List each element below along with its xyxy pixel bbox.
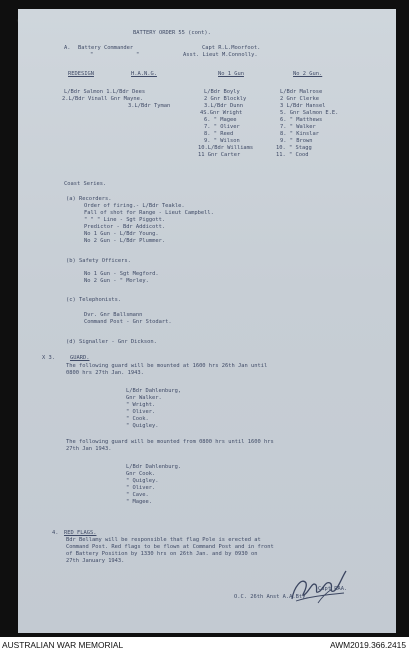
recorders-heading: (a) Recorders. bbox=[66, 196, 112, 202]
footer-accession-id: AWM2019.366.2415 bbox=[329, 640, 406, 650]
no2-gun-line: 3 L/Bdr Hansel bbox=[280, 103, 326, 109]
section-3-mark: X 3. bbox=[42, 355, 55, 361]
signature-unit: O.C. 26th Anst A.A.Bty. bbox=[234, 594, 309, 600]
guard-member: " Oliver. bbox=[126, 409, 156, 415]
guard-member: L/Bdr Dahlenburg, bbox=[126, 388, 182, 394]
no2-gun-line: 7. " Walker bbox=[280, 124, 316, 130]
no1-gun-line: 7. " Oliver bbox=[204, 124, 240, 130]
col-header-redesign: REDESIGN bbox=[68, 71, 94, 77]
col-header-no2: No 2 Gun. bbox=[293, 71, 323, 77]
recorders-line: No 2 Gun - L/Bdr Plummer. bbox=[84, 238, 166, 244]
recorders-line: " " " Line - Sgt Piggott. bbox=[84, 217, 166, 223]
no1-gun-line: 8. " Reed bbox=[204, 131, 234, 137]
telephonists-line: Command Post - Gnr Stodart. bbox=[84, 319, 172, 325]
no2-gun-line: 5. Gnr Salmon E.E. bbox=[280, 110, 339, 116]
asst-commander: Asst. Lieut M.Connolly. bbox=[183, 52, 258, 58]
guard-member: " Cave. bbox=[126, 492, 149, 498]
guard-member: Gnr Cook. bbox=[126, 471, 156, 477]
guard-member: " Quigley. bbox=[126, 423, 159, 429]
no2-gun-line: L/Bdr Malrose bbox=[280, 89, 323, 95]
battery-commander-name: Capt R.L.Moorfoot. bbox=[202, 45, 261, 51]
coast-series-heading: Coast Series. bbox=[64, 181, 107, 187]
safety-line: No 2 Gun - " Morley. bbox=[84, 278, 149, 284]
no2-gun-line: 9. " Brown bbox=[280, 138, 313, 144]
recorders-line: Fall of shot for Range - Lieut Campbell. bbox=[84, 210, 214, 216]
guard-member: " Wright. bbox=[126, 402, 156, 408]
no2-gun-line: 2 Gnr Clerke bbox=[280, 96, 319, 102]
guard-member: " Cook. bbox=[126, 416, 149, 422]
guard-member: " Quigley. bbox=[126, 478, 159, 484]
no1-gun-line: 6. " Magee bbox=[204, 117, 237, 123]
no1-gun-line: 4S.Gnr Wright bbox=[200, 110, 243, 116]
signaller-line: (d) Signaller - Gnr Dickson. bbox=[66, 339, 157, 345]
guard-member: " Oliver. bbox=[126, 485, 156, 491]
recorders-line: No 1 Gun - L/Bdr Young. bbox=[84, 231, 159, 237]
no2-gun-line: 6. " Matthews bbox=[280, 117, 323, 123]
safety-line: No 1 Gun - Sgt Megford. bbox=[84, 271, 159, 277]
recorders-line: Order of firing.- L/Bdr Teakle. bbox=[84, 203, 185, 209]
guard-text: 0800 hrs 27th Jan. 1943. bbox=[66, 370, 144, 376]
col-header-hang: H.A.N.G. bbox=[131, 71, 157, 77]
telephonists-line: Dvr. Gnr Ballsmann bbox=[84, 312, 143, 318]
red-flags-heading: RED FLAGS. bbox=[64, 530, 97, 536]
red-flags-text: of Battery Position by 1330 hrs on 26th Jan. and by 0930 on bbox=[66, 551, 258, 557]
no1-gun-line: 2 Gnr Blockly bbox=[204, 96, 247, 102]
no1-gun-line: 9. " Wilson bbox=[204, 138, 240, 144]
no2-gun-line: 11. " Cood bbox=[276, 152, 309, 158]
no2-gun-line: 10. " Stagg bbox=[276, 145, 312, 151]
no1-gun-line: L/Bdr Boyly bbox=[204, 89, 240, 95]
guard-text: The following guard will be mounted from 0800 hrs until 1600 hrs bbox=[66, 439, 274, 445]
red-flags-text: Bdr Bellamy will be responsible that flag Pole is erected at bbox=[66, 537, 261, 543]
recorders-line: Predictor - Bdr Addicott. bbox=[84, 224, 166, 230]
no1-gun-line: 3.L/Bdr Dunn bbox=[204, 103, 243, 109]
no1-gun-line: 10.L/Bdr Williams bbox=[198, 145, 254, 151]
section-a-label: A. bbox=[64, 45, 71, 51]
guard-text: The following guard will be mounted at 1600 hrs 26th Jan until bbox=[66, 363, 268, 369]
document-sheet bbox=[18, 9, 396, 633]
signature-rank: Capt RAA. bbox=[318, 586, 348, 592]
redesign-line: 3.L/Bdr Tyman bbox=[128, 103, 171, 109]
guard-text: 27th Jan 1943. bbox=[66, 446, 112, 452]
red-flags-text: Command Post. Red flags to be flown at Command Post and in front bbox=[66, 544, 274, 550]
no1-gun-line: 11 Gnr Carter bbox=[198, 152, 241, 158]
battery-commander-label: Battery Commander bbox=[78, 45, 134, 51]
no2-gun-line: 8. " Kinslar bbox=[280, 131, 319, 137]
red-flags-text: 27th January 1943. bbox=[66, 558, 125, 564]
guard-member: " Magee. bbox=[126, 499, 152, 505]
safety-heading: (b) Safety Officers. bbox=[66, 258, 131, 264]
guard-member: Gnr Walker. bbox=[126, 395, 162, 401]
guard-heading: GUARD. bbox=[70, 355, 90, 361]
footer-source: AUSTRALIAN WAR MEMORIAL bbox=[2, 640, 124, 650]
guard-member: L/Bdr Dahlenburg. bbox=[126, 464, 182, 470]
section-4-label: 4. bbox=[52, 530, 59, 536]
redesign-line: L/Bdr Salmon 1.L/Bdr Dees bbox=[64, 89, 146, 95]
archive-footer bbox=[0, 637, 409, 653]
document-title: BATTERY ORDER 55 (cont). bbox=[133, 30, 211, 36]
col-header-no1: No 1 Gun bbox=[218, 71, 244, 77]
telephonists-heading: (c) Telephonists. bbox=[66, 297, 122, 303]
ditto-mark: " bbox=[90, 52, 94, 58]
ditto-mark: " bbox=[136, 52, 140, 58]
redesign-line: 2.L/Bdr Vinall Gnr Mayne. bbox=[62, 96, 144, 102]
